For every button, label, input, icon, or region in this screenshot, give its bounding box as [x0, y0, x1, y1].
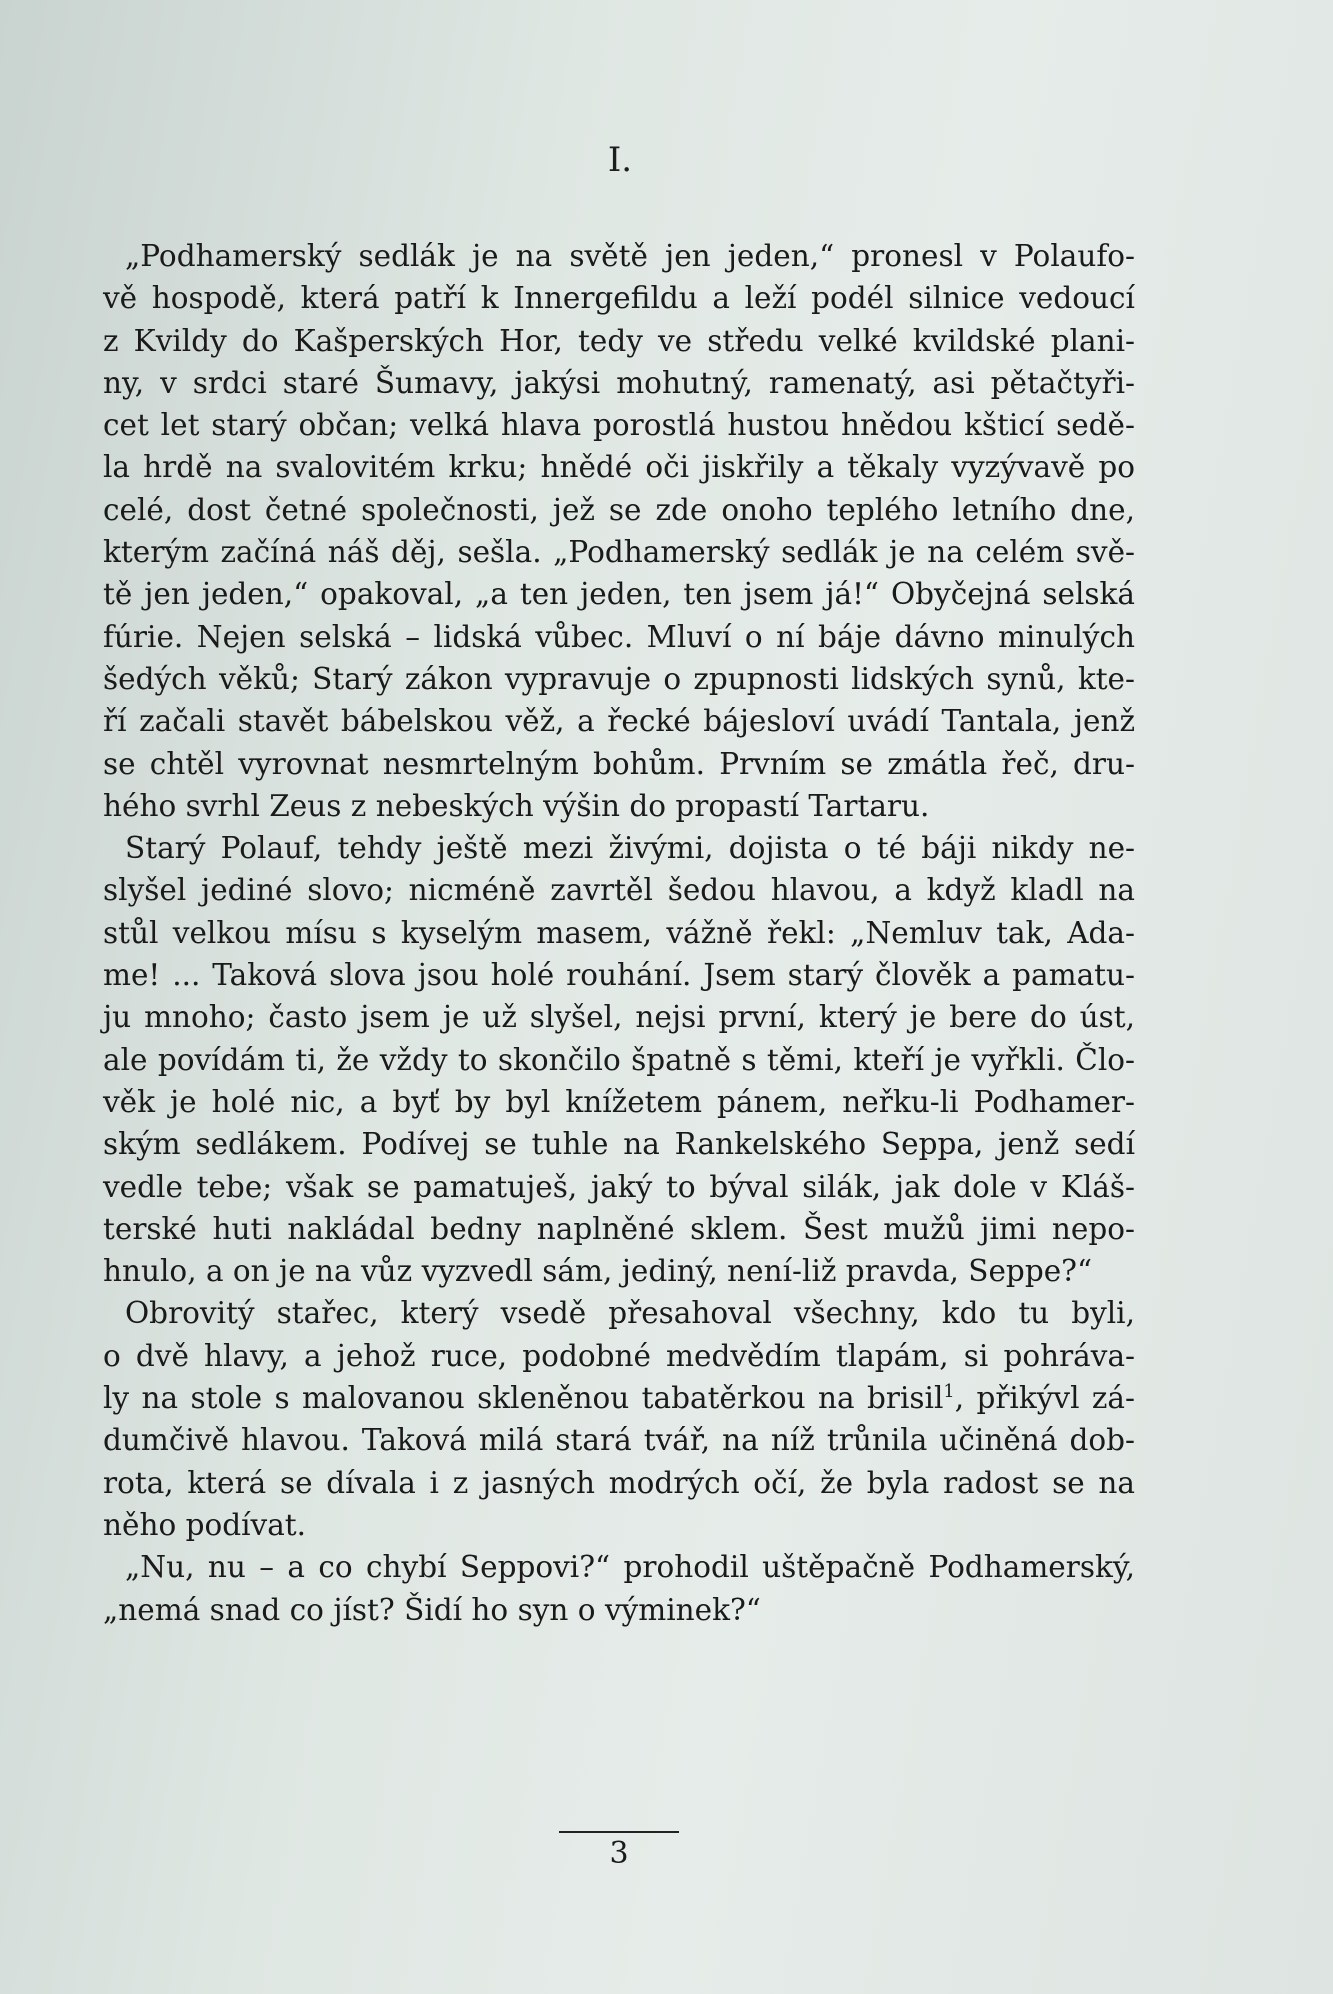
- text-line: ří začali stavět bábelskou věž, a řecké bájesloví uvádí Tantala, jenž: [103, 704, 1135, 739]
- text-line: cet let starý občan; velká hlava porostlá hustou hnědou kšticí sedě-: [103, 408, 1135, 443]
- text-line: ským sedlákem. Podívej se tuhle na Rankelského Seppa, jenž sedí: [103, 1127, 1135, 1162]
- text-line: „Nu, nu – a co chybí Seppovi?“ prohodil uštěpačně Podhamerský,: [125, 1550, 1135, 1585]
- text-fragment: ly na stole s malovanou skleněnou tabatěrkou na brisil: [103, 1381, 944, 1416]
- text-line: Obrovitý stařec, který vsedě přesahoval všechny, kdo tu byli,: [125, 1296, 1135, 1331]
- text-line: kterým začíná náš děj, sešla. „Podhamerský sedlák je na celém svě-: [103, 535, 1135, 570]
- text-line: terské huti nakládal bedny naplněné sklem. Šest mužů jimi nepo-: [103, 1211, 1135, 1246]
- text-line: dumčivě hlavou. Taková milá stará tvář, na níž trůnila učiněná dob-: [103, 1423, 1135, 1458]
- body-text: [103, 235, 1135, 1631]
- page-number-rule: [559, 1831, 679, 1833]
- text-line: ju mnoho; často jsem je už slyšel, nejsi první, který je bere do úst,: [103, 1000, 1135, 1035]
- paragraph: [103, 1292, 1135, 1546]
- paragraph: [103, 827, 1135, 1292]
- text-line: hnulo, a on je na vůz vyzvedl sám, jediný, není-liž pravda, Seppe?“: [103, 1254, 1093, 1289]
- page-number: 3: [609, 1836, 629, 1871]
- text-line: vě hospodě, která patří k Innergefildu a leží podél silnice vedoucí: [103, 281, 1135, 316]
- text-line: o dvě hlavy, a jehož ruce, podobné medvědím tlapám, si pohráva-: [103, 1338, 1135, 1373]
- text-line: tě jen jeden,“ opakoval, „a ten jeden, ten jsem já!“ Obyčejná selská: [103, 577, 1135, 612]
- chapter-heading: I.: [607, 140, 633, 180]
- text-line-with-footnote: [103, 1377, 1135, 1419]
- text-line: la hrdě na svalovitém krku; hnědé oči jiskřily a těkaly vyzývavě po: [103, 450, 1135, 485]
- text-line: celé, dost četné společnosti, jež se zde onoho teplého letního dne,: [103, 492, 1135, 527]
- text-line: stůl velkou mísu s kyselým masem, vážně řekl: „Nemluv tak, Ada-: [103, 915, 1135, 950]
- paragraph: [103, 235, 1135, 827]
- text-line: se chtěl vyrovnat nesmrtelným bohům. Prvním se zmátla řeč, dru-: [103, 746, 1135, 781]
- text-line: „Podhamerský sedlák je na světě jen jeden,“ pronesl v Polaufo-: [125, 239, 1135, 273]
- text-line: ny, v srdci staré Šumavy, jakýsi mohutný, ramenatý, asi pětačtyři-: [103, 365, 1135, 400]
- text-line: z Kvildy do Kašperských Hor, tedy ve středu velké kvildské plani-: [103, 323, 1135, 358]
- text-line: me! ... Taková slova jsou holé rouhání. Jsem starý člověk a pamatu-: [103, 958, 1135, 993]
- text-line: něho podívat.: [103, 1507, 307, 1542]
- text-line: Starý Polauf, tehdy ještě mezi živými, dojista o té báji nikdy ne-: [125, 831, 1135, 866]
- footnote-marker[interactable]: 1: [943, 1382, 955, 1403]
- text-line: hého svrhl Zeus z nebeských výšin do propastí Tartaru.: [103, 788, 930, 823]
- paragraph: [103, 1546, 1135, 1631]
- text-line: vedle tebe; však se pamatuješ, jaký to býval silák, jak dole v Kláš-: [103, 1169, 1135, 1204]
- text-fragment: , přikývl zá-: [954, 1381, 1135, 1416]
- text-line: věk je holé nic, a byť by byl knížetem pánem, neřku-li Podhamer-: [103, 1084, 1135, 1119]
- text-line: fúrie. Nejen selská – lidská vůbec. Mluví o ní báje dávno minulých: [103, 619, 1135, 654]
- text-line: slyšel jediné slovo; nicméně zavrtěl šedou hlavou, a když kladl na: [103, 873, 1135, 908]
- text-line: šedých věků; Starý zákon vypravuje o zpupnosti lidských synů, kte-: [103, 661, 1135, 696]
- text-line: rota, která se dívala i z jasných modrých očí, že byla radost se na: [103, 1465, 1135, 1500]
- text-line: ale povídám ti, že vždy to skončilo špatně s těmi, kteří je vyřkli. Člo-: [103, 1042, 1135, 1077]
- text-line: „nemá snad co jíst? Šidí ho syn o výminek?“: [103, 1592, 761, 1627]
